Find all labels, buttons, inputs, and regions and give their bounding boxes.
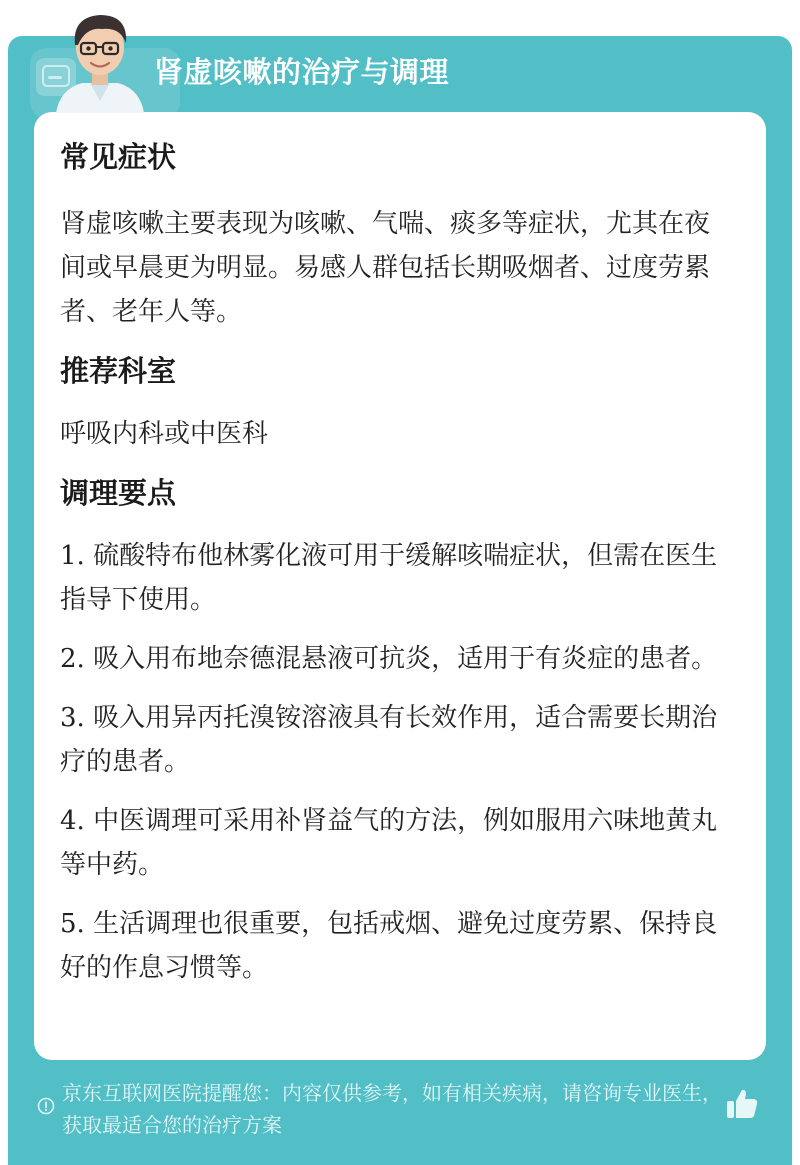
info-icon bbox=[37, 1097, 55, 1115]
section-title-symptoms: 常见症状 bbox=[60, 140, 177, 174]
section-title-care: 调理要点 bbox=[60, 476, 177, 510]
list-item bbox=[60, 534, 730, 622]
list-item-text: 中医调理可采用补肾益气的方法，例如服用六味地黄丸等中药。 bbox=[60, 806, 718, 880]
list-item-number: 5. bbox=[60, 909, 85, 939]
list-item bbox=[60, 902, 730, 990]
list-item bbox=[60, 637, 730, 681]
list-item-text: 吸入用布地奈德混悬液可抗炎，适用于有炎症的患者。 bbox=[93, 644, 718, 674]
content-card bbox=[34, 112, 766, 1060]
card-content bbox=[60, 136, 730, 1005]
care-list bbox=[60, 534, 730, 990]
section-body-symptoms: 肾虚咳嗽主要表现为咳嗽、气喘、痰多等症状，尤其在夜间或早晨更为明显。易感人群包括长期吸烟者、过度劳累者、老年人等。 bbox=[60, 209, 711, 327]
page-title: 肾虚咳嗽的治疗与调理 bbox=[154, 55, 450, 89]
list-item-number: 4. bbox=[60, 806, 85, 836]
thumbs-up-icon[interactable] bbox=[724, 1086, 760, 1122]
list-item-text: 硫酸特布他林雾化液可用于缓解咳喘症状，但需在医生指导下使用。 bbox=[60, 541, 718, 615]
list-item-number: 3. bbox=[60, 703, 85, 733]
disclaimer-text: 京东互联网医院提醒您：内容仅供参考，如有相关疾病，请咨询专业医生，获取最适合您的治疗方案 bbox=[62, 1081, 722, 1137]
list-item-text: 吸入用异丙托溴铵溶液具有长效作用，适合需要长期治疗的患者。 bbox=[60, 703, 718, 777]
doctor-avatar bbox=[46, 5, 154, 113]
list-item-number: 2. bbox=[60, 644, 85, 674]
list-item-number: 1. bbox=[60, 541, 85, 571]
section-title-department: 推荐科室 bbox=[60, 354, 177, 388]
list-item bbox=[60, 799, 730, 887]
list-item bbox=[60, 696, 730, 784]
section-body-department: 呼吸内科或中医科 bbox=[60, 419, 269, 449]
list-item-text: 生活调理也很重要，包括戒烟、避免过度劳累、保持良好的作息习惯等。 bbox=[60, 909, 718, 983]
